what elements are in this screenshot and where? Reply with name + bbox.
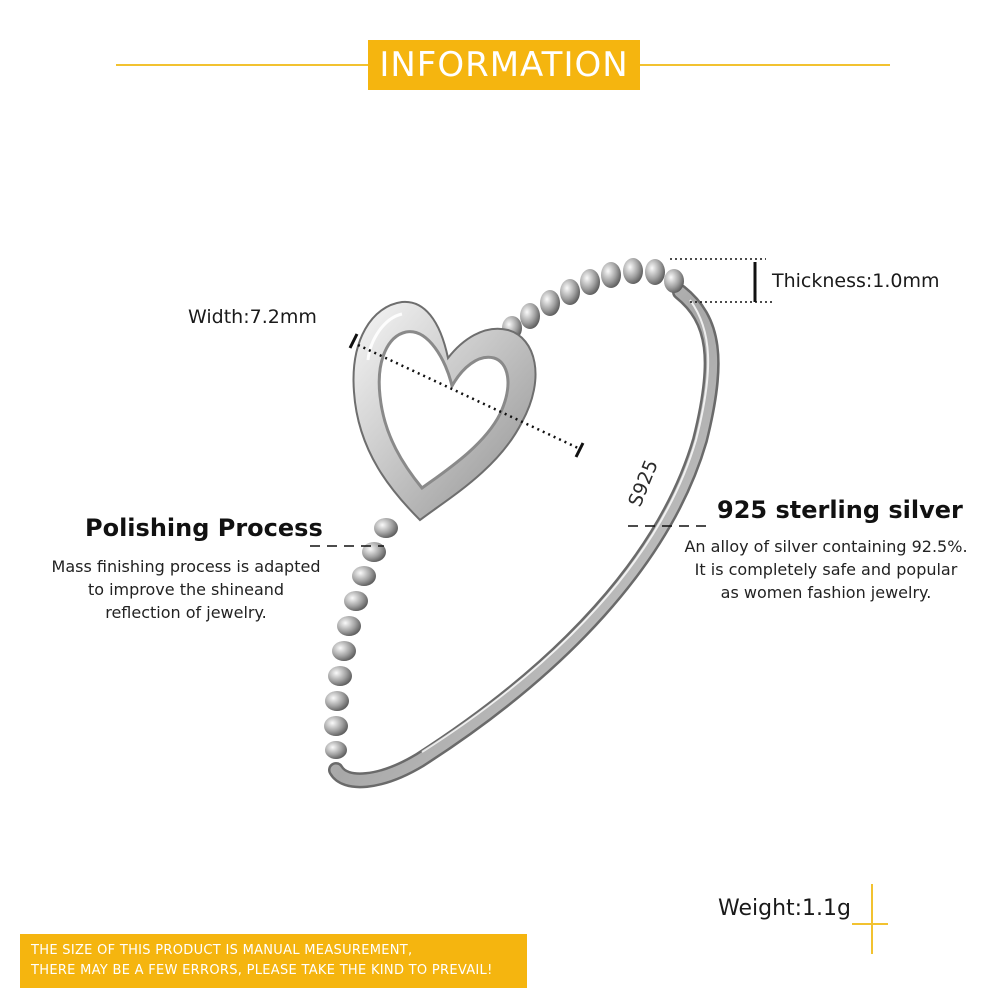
- silver-description: [676, 535, 976, 604]
- bead-icon: [560, 279, 580, 305]
- bead-icon: [645, 259, 665, 285]
- polishing-line: Mass finishing process is adapted: [51, 557, 321, 576]
- notice-line: THE SIZE OF THIS PRODUCT IS MANUAL MEASUREMENT,: [31, 943, 413, 958]
- silver-line: It is completely safe and popular: [694, 560, 958, 579]
- polishing-line: reflection of jewelry.: [105, 603, 267, 622]
- bead-icon: [328, 666, 352, 686]
- beaded-band-top: [502, 258, 684, 340]
- weight-label: Weight:1.1g: [718, 896, 852, 921]
- beaded-band-left: [324, 518, 398, 759]
- width-label: Width:7.2mm: [188, 306, 317, 328]
- bead-icon: [325, 741, 347, 759]
- page-title: INFORMATION: [368, 40, 640, 90]
- polishing-line: to improve the shineand: [87, 580, 285, 599]
- silver-line: as women fashion jewelry.: [720, 583, 932, 602]
- bead-icon: [374, 518, 398, 538]
- measurement-notice: [20, 934, 527, 988]
- bead-icon: [325, 691, 349, 711]
- bead-icon: [623, 258, 643, 284]
- bead-icon: [580, 269, 600, 295]
- bead-icon: [362, 542, 386, 562]
- bead-icon: [352, 566, 376, 586]
- bead-icon: [664, 269, 684, 293]
- polishing-title: Polishing Process: [85, 514, 323, 542]
- silver-title: 925 sterling silver: [717, 496, 963, 524]
- notice-line: THERE MAY BE A FEW ERRORS, PLEASE TAKE THE KIND TO PREVAIL!: [31, 963, 493, 978]
- stamp-text: S925: [624, 456, 663, 510]
- heart-icon: [354, 302, 536, 520]
- bead-icon: [324, 716, 348, 736]
- polishing-description: [40, 555, 332, 624]
- bead-icon: [337, 616, 361, 636]
- silver-line: An alloy of silver containing 92.5%.: [684, 537, 968, 556]
- bead-icon: [344, 591, 368, 611]
- bead-icon: [540, 290, 560, 316]
- weight-crosshair-icon: [852, 884, 888, 954]
- bead-icon: [332, 641, 356, 661]
- bead-icon: [601, 262, 621, 288]
- bead-icon: [520, 303, 540, 329]
- thickness-label: Thickness:1.0mm: [772, 270, 940, 292]
